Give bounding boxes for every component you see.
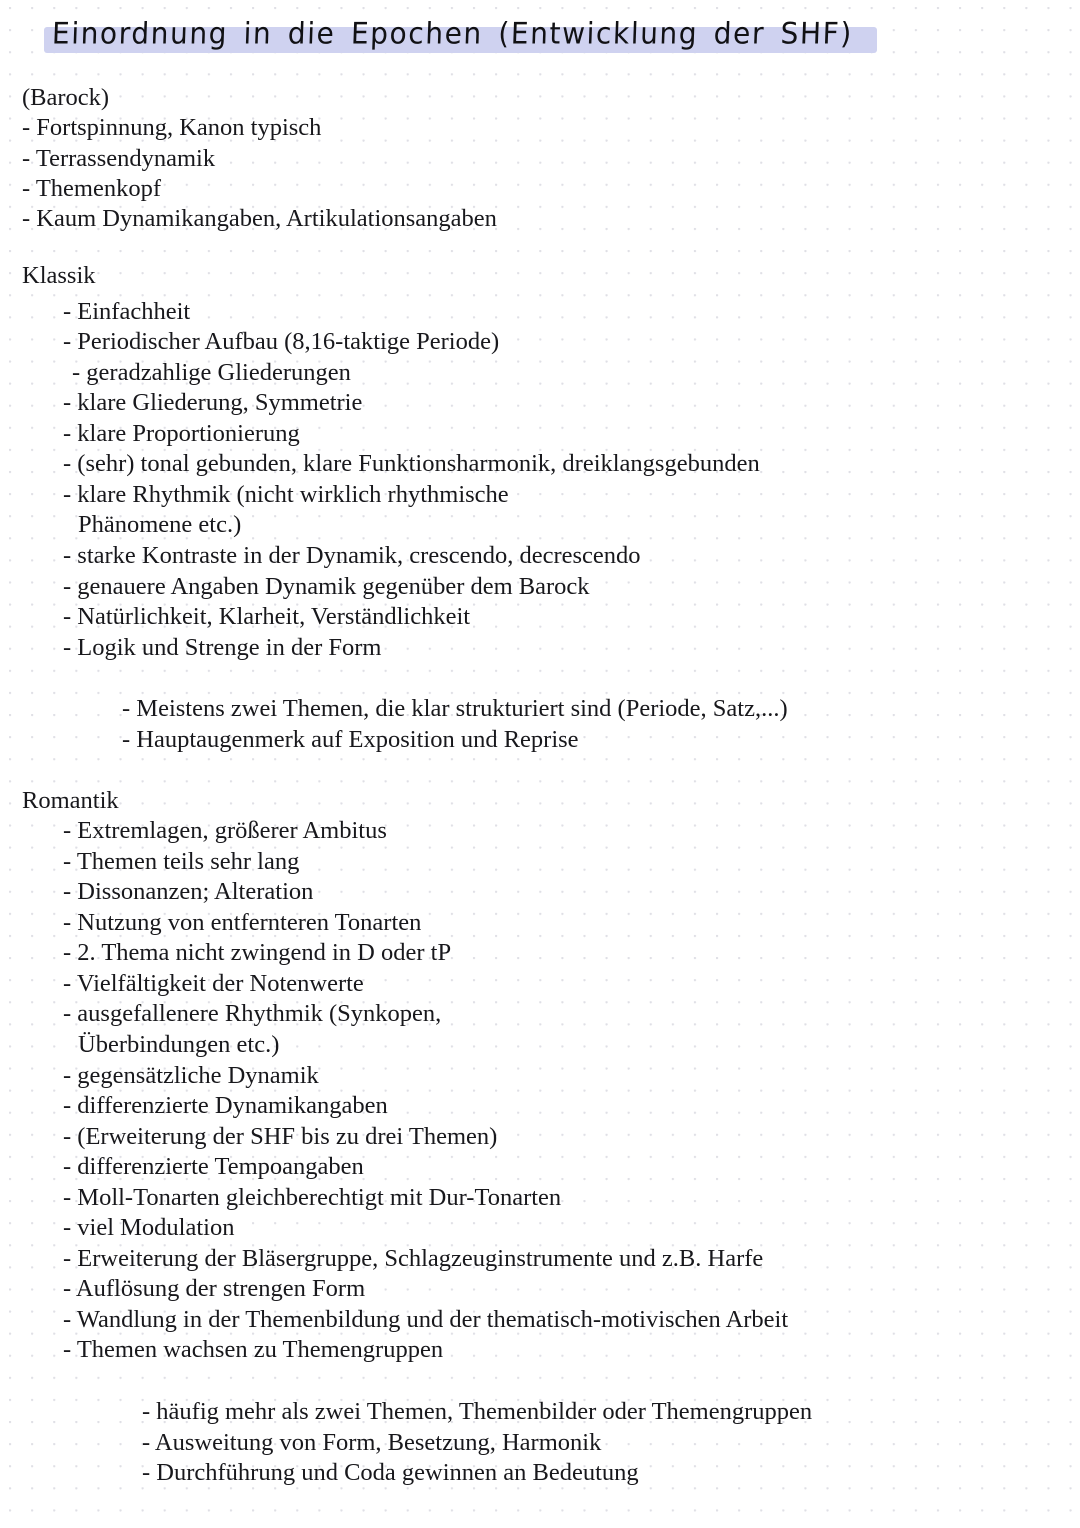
list-item: - Dissonanzen; Alteration bbox=[63, 878, 314, 905]
list-item: - Logik und Strenge in der Form bbox=[63, 634, 382, 661]
list-item: - klare Gliederung, Symmetrie bbox=[63, 389, 363, 416]
title-abbreviation-shf: SHF bbox=[779, 16, 841, 51]
list-item: - Natürlichkeit, Klarheit, Verständlichkeit bbox=[63, 603, 471, 630]
list-item: - (Erweiterung der SHF bis zu drei Themen) bbox=[63, 1123, 498, 1150]
list-item: - Extremlagen, größerer Ambitus bbox=[63, 817, 387, 844]
sub-list-item: - Hauptaugenmerk auf Exposition und Reprise bbox=[122, 726, 579, 753]
title-text-part-3: ) bbox=[839, 16, 854, 51]
sub-list-item: - Meistens zwei Themen, die klar strukturiert sind (Periode, Satz,...) bbox=[122, 695, 788, 722]
list-item: - Periodischer Aufbau (8,16-taktige Periode) bbox=[63, 328, 500, 355]
list-item: - Nutzung von entfernteren Tonarten bbox=[63, 909, 422, 936]
list-item: - Kaum Dynamikangaben, Artikulationsangaben bbox=[22, 205, 497, 232]
list-item: - Themen wachsen zu Themengruppen bbox=[63, 1336, 444, 1363]
list-item-continuation: Überbindungen etc.) bbox=[78, 1031, 280, 1058]
list-item: - klare Proportionierung bbox=[63, 420, 300, 447]
list-item: - starke Kontraste in der Dynamik, crescendo, decrescendo bbox=[63, 542, 641, 569]
list-item: - genauere Angaben Dynamik gegenüber dem Barock bbox=[63, 573, 590, 600]
sub-list-item: - Durchführung und Coda gewinnen an Bedeutung bbox=[142, 1459, 639, 1486]
list-item: - Themen teils sehr lang bbox=[63, 848, 300, 875]
sub-list-item: - Ausweitung von Form, Besetzung, Harmonik bbox=[142, 1429, 602, 1456]
title-text-part-1: Einordnung in die Epochen (Entwicklung der bbox=[51, 16, 782, 51]
list-item: - Themenkopf bbox=[22, 175, 162, 202]
list-item: - viel Modulation bbox=[63, 1214, 235, 1241]
list-item: - Vielfältigkeit der Notenwerte bbox=[63, 970, 364, 997]
section-heading-klassik: Klassik bbox=[22, 262, 96, 289]
list-item: - geradzahlige Gliederungen bbox=[72, 359, 351, 386]
list-item: - differenzierte Dynamikangaben bbox=[63, 1092, 388, 1119]
section-heading-barock: (Barock) bbox=[22, 84, 110, 111]
sub-list-item: - häufig mehr als zwei Themen, Themenbilder oder Themengruppen bbox=[142, 1398, 813, 1425]
list-item: - 2. Thema nicht zwingend in D oder tP bbox=[63, 939, 452, 966]
list-item: - Moll-Tonarten gleichberechtigt mit Dur-Tonarten bbox=[63, 1184, 562, 1211]
list-item: - Einfachheit bbox=[63, 298, 191, 325]
list-item: - Auflösung der strengen Form bbox=[63, 1275, 366, 1302]
list-item: - gegensätzliche Dynamik bbox=[63, 1062, 319, 1089]
list-item: - differenzierte Tempoangaben bbox=[63, 1153, 364, 1180]
section-heading-romantik: Romantik bbox=[22, 787, 119, 814]
list-item: - klare Rhythmik (nicht wirklich rhythmische bbox=[63, 481, 509, 508]
document-title-row bbox=[0, 8, 1080, 60]
list-item-continuation: Phänomene etc.) bbox=[78, 511, 242, 538]
list-item: - ausgefallenere Rhythmik (Synkopen, bbox=[63, 1000, 442, 1027]
list-item: - Terrassendynamik bbox=[22, 145, 216, 172]
list-item: - Fortspinnung, Kanon typisch bbox=[22, 114, 322, 141]
page-title bbox=[51, 16, 853, 51]
list-item: - (sehr) tonal gebunden, klare Funktionsharmonik, dreiklangsgebunden bbox=[63, 450, 760, 477]
list-item: - Erweiterung der Bläsergruppe, Schlagzeuginstrumente und z.B. Harfe bbox=[63, 1245, 764, 1272]
list-item: - Wandlung in der Themenbildung und der thematisch-motivischen Arbeit bbox=[63, 1306, 789, 1333]
